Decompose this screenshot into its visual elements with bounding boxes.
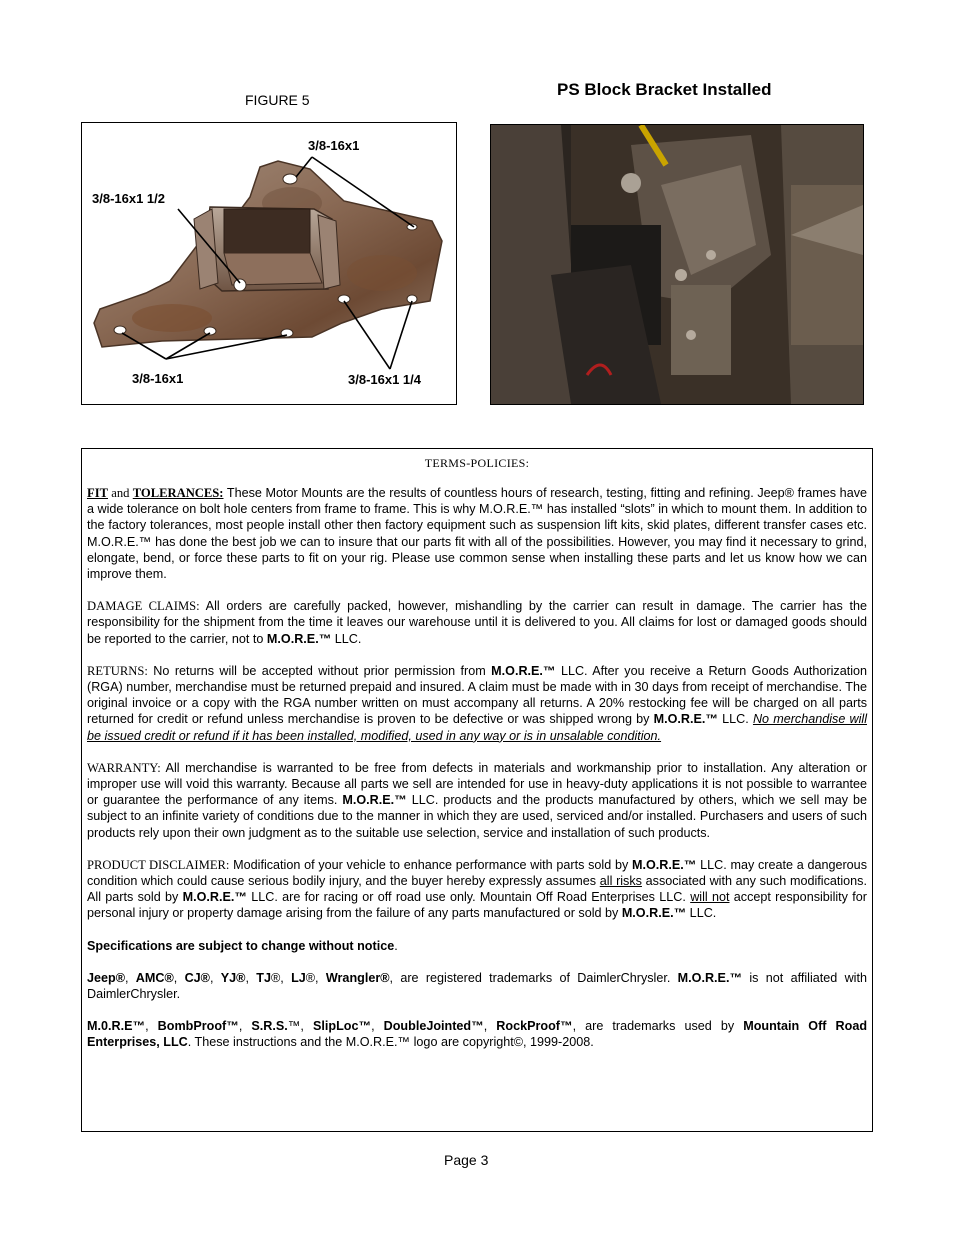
tm2-sep: ,: [145, 1019, 158, 1034]
installed-bracket-photo: [490, 124, 864, 405]
product-disclaimer-paragraph: [87, 857, 867, 922]
damage-end: LLC.: [331, 631, 362, 646]
tm-sep: ®,: [305, 970, 326, 985]
disclaimer-brand-2: M.O.R.E.™: [182, 890, 247, 905]
tm-sep: ,: [173, 970, 185, 985]
disclaimer-will-not: will not: [690, 890, 730, 905]
tm-wrangler: Wrangler®: [325, 970, 390, 985]
disclaimer-text-3: associated with any such modifications. All parts sold by: [87, 874, 867, 905]
tm2-sep: ™,: [287, 1019, 313, 1034]
page-number: Page 3: [444, 1152, 489, 1168]
photo-illustration: [491, 125, 863, 404]
tm2-sliploc: SlipLoc™: [312, 1019, 372, 1034]
trademarks-daimler-paragraph: [87, 970, 867, 1002]
damage-claims-paragraph: [87, 598, 867, 647]
returns-text-2: LLC. After you receive a Return Goods Authorization (RGA) number, merchandise must be returned prepaid and insured. A claim must be made with in 30 days from receipt of merchandise. The original invoice or a copy with the RGA number written on must accompany all returns. A 20% restocking fee will be charged on all parts returned for credit or refund unless merchandise is proven to be defective or was shipped wrong by: [87, 663, 867, 727]
tm2-text-1: , are trademarks used by: [572, 1019, 744, 1034]
tm-sep: ,: [245, 970, 257, 985]
figure-caption: FIGURE 5: [245, 92, 310, 108]
callout-left: 3/8-16x1 1/2: [92, 191, 166, 206]
tm2-rockproof: RockProof™: [496, 1019, 573, 1034]
returns-paragraph: [87, 663, 867, 744]
disclaimer-text-5: accept responsibility for personal injury or property damage arising from the failure of any parts manufactured or sold by: [87, 890, 867, 921]
returns-text-3: LLC.: [718, 712, 753, 727]
returns-brand-2: M.O.R.E.™: [653, 712, 718, 727]
returns-no-refund-note: No merchandise will be issued credit or refund if it has been installed, modified, used in any way or is in unsalable condition.: [87, 712, 867, 743]
disclaimer-brand-1: M.O.R.E.™: [632, 857, 697, 872]
warranty-label: WARRANTY:: [87, 760, 161, 775]
disclaimer-all-risks: all risks: [599, 874, 642, 889]
tm2-sep: ,: [371, 1019, 384, 1034]
tm-tj: TJ: [256, 970, 271, 985]
tm-sep: ®,: [270, 970, 292, 985]
damage-label: DAMAGE CLAIMS:: [87, 599, 200, 614]
tm2-bombproof: BombProof™: [157, 1019, 239, 1034]
fit-text: These Motor Mounts are the results of countless hours of research, testing, fitting and refining. Jeep® frames have a wide tolerance on bolt hole centers from frame to frame. This is why M.O.R.E.™ has installed “slots” in which to mount them. In addition to the factory tolerances, most people install other then factory equipment such as suspension lift kits, skid plates, different transfer cases etc. M.O.R.E.™ has done the best job we can to insure that our parts fit with all of the possibilities. However, you may find it necessary to grind, elongate, bend, or force these parts to fit on your rig. Please use common sense when installing these parts and let us know how we can improve them.: [87, 486, 867, 582]
bracket-illustration: [82, 123, 456, 404]
photo-heading: PS Block Bracket Installed: [557, 80, 772, 99]
tm-daimler-end: is not affiliated with DaimlerChrysler.: [87, 970, 867, 1002]
callout-top: 3/8-16x1: [308, 138, 360, 153]
callout-bottom-left: 3/8-16x1: [132, 371, 184, 386]
tm-lj: LJ: [291, 970, 306, 985]
disclaimer-label: PRODUCT DISCLAIMER:: [87, 857, 230, 872]
tm2-copyright: . These instructions and the M.O.R.E.™ logo are copyright©, 1999-2008.: [187, 1035, 594, 1050]
warranty-text-2: LLC. products and the products manufactured by others, which we sell may be subject to an infinite variety of conditions due to the manner in which they are used, serviced and/or installed. Purchasers and users of such products rely upon their own judgment as to the suitable use selection, service and installation of such products.: [87, 793, 868, 840]
damage-text: All orders are carefully packed, however, mishandling by the carrier can result in damage. The carrier has the responsibility for the shipment from the time it leaves our warehouse until it is delivered to you. All claims for lost or damaged goods should be reported to the carrier, not to: [87, 599, 867, 646]
terms-policies-box: [81, 448, 873, 1132]
tm2-sep: ,: [238, 1019, 252, 1034]
damage-brand: M.O.R.E.™: [266, 631, 332, 646]
specs-end: .: [394, 938, 398, 953]
terms-title: TERMS-POLICIES:: [424, 456, 530, 470]
disclaimer-text-2: LLC. may create a dangerous condition which could cause serious bodily injury, and the buyer hereby expressly assumes: [87, 857, 867, 889]
warranty-brand: M.O.R.E.™: [342, 793, 407, 808]
warranty-text-1: All merchandise is warranted to be free from defects in materials and workmanship prior to installation. Any alteration or improper use will void this warranty. Because all parts we sell are intended for use in heavy-duty applications it is not possible to warrantee or guarantee the performance of any items.: [87, 760, 867, 808]
tm-jeep: Jeep®: [87, 970, 125, 985]
tm-amc: AMC®: [135, 970, 174, 985]
disclaimer-text-1: Modification of your vehicle to enhance performance with parts sold by: [229, 857, 632, 872]
tm2-srs: S.R.S.: [251, 1019, 288, 1034]
tm-cj: CJ®: [184, 970, 210, 985]
figure-5-bracket-image: [81, 122, 457, 405]
disclaimer-text-6: LLC.: [686, 906, 717, 921]
fit-tolerances-paragraph: [87, 485, 867, 582]
returns-brand-1: M.O.R.E.™: [491, 663, 556, 678]
specs-bold: Specifications are subject to change without notice: [87, 938, 395, 953]
tm2-doublejointed: DoubleJointed™: [383, 1019, 484, 1034]
fit-label: FIT: [87, 486, 108, 500]
disclaimer-brand-3: M.O.R.E.™: [621, 906, 687, 921]
tm2-more: M.0.R.E™: [87, 1019, 146, 1034]
warranty-paragraph: [87, 760, 867, 841]
tm2-sep: ,: [483, 1019, 497, 1034]
specifications-notice: [87, 938, 867, 954]
returns-text-1: No returns will be accepted without prior permission from: [147, 663, 492, 678]
returns-label: RETURNS:: [87, 663, 148, 678]
trademarks-more-paragraph: [87, 1018, 867, 1050]
disclaimer-text-4: LLC. are for racing or off road use only. Mountain Off Road Enterprises LLC.: [246, 890, 691, 905]
tm-daimler-text: , are registered trademarks of DaimlerChrysler.: [389, 970, 678, 985]
tm2-company: Mountain Off Road Enterprises, LLC: [87, 1019, 868, 1050]
tm-sep: ,: [209, 970, 221, 985]
and-label: and: [108, 486, 133, 500]
tm-sep: ,: [124, 970, 136, 985]
tm-more: M.O.R.E.™: [677, 970, 743, 985]
tm-yj: YJ®: [220, 970, 246, 985]
callout-bottom-right: 3/8-16x1 1/4: [348, 372, 422, 387]
tolerances-label: TOLERANCES:: [132, 486, 224, 500]
